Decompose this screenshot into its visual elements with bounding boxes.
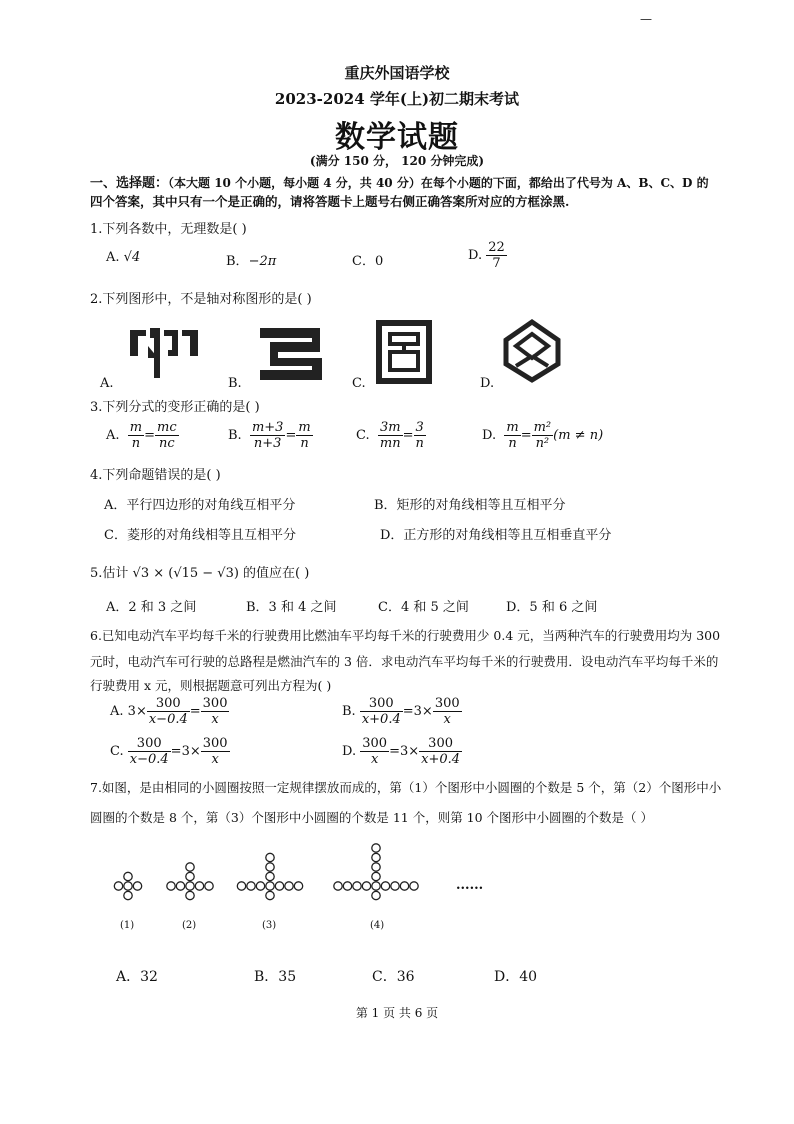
q3-a-left — [128, 420, 144, 451]
small-circle — [167, 882, 175, 890]
q3-d-left-den: n — [508, 436, 517, 451]
small-circle — [372, 872, 380, 880]
q6-c-right — [201, 736, 230, 767]
q7-option-d[interactable]: D．40 — [494, 969, 538, 985]
q2-figure-c — [376, 320, 432, 384]
small-circle — [372, 882, 380, 890]
small-circle — [186, 882, 194, 890]
q6-c-label: C. — [110, 744, 124, 759]
small-circle — [133, 882, 141, 890]
q5-option-a[interactable]: A．2 和 3 之间 — [106, 600, 197, 615]
small-circle — [266, 853, 274, 861]
q3-d-label: D. — [482, 428, 497, 443]
q1-d-label: D. — [468, 248, 483, 263]
q7-ellipsis: ...... — [456, 878, 484, 893]
q2-figure-a — [128, 326, 200, 378]
q5-stem: 5.估计 √3 × (√15 − √3) 的值应在( ) — [90, 566, 310, 581]
school-name: 重庆外国语学校 — [344, 64, 450, 82]
q7-label-4: (4) — [370, 920, 385, 931]
small-circle — [124, 872, 132, 880]
small-circle — [124, 882, 132, 890]
q6-d-three-times: 3× — [399, 744, 420, 759]
q6-b-left-num: 300 — [360, 696, 403, 712]
q3-option-c[interactable] — [356, 420, 426, 451]
q2-option-a[interactable]: A. — [100, 376, 114, 391]
q5-option-b[interactable]: B．3 和 4 之间 — [246, 600, 337, 615]
small-circle — [186, 863, 194, 871]
small-circle — [285, 882, 293, 890]
small-circle — [247, 882, 255, 890]
q6-c-right-den: x — [211, 752, 219, 767]
small-circle — [372, 863, 380, 871]
q6-line1: 6.已知电动汽车平均每千米的行驶费用比燃油车平均每千米的行驶费用少 0.4 元，当两种汽车的行驶费用均为 300 — [90, 628, 721, 643]
q3-a-label: A. — [106, 428, 120, 443]
q1-d-num: 22 — [488, 240, 505, 255]
q1-a-label: A. — [106, 250, 120, 265]
small-circle — [372, 891, 380, 899]
q6-a-eq: = — [189, 704, 201, 719]
q2-option-d[interactable]: D. — [480, 376, 495, 391]
q2-option-c[interactable]: C. — [352, 376, 366, 391]
exam-name: 2023-2024 学年(上)初二期末考试 — [274, 90, 520, 108]
q1-option-b[interactable] — [226, 250, 276, 269]
q3-b-left — [250, 420, 286, 451]
section-heading: 一、选择题： — [90, 176, 169, 191]
q3-a-left-den: n — [131, 436, 141, 451]
q7-line2: 圆圈的个数是 8 个，第（3）个图形中小圆圈的个数是 11 个，则第 10 个图形中小圆圈的个数是（ ） — [90, 810, 654, 825]
small-circle — [334, 882, 342, 890]
small-circle — [124, 891, 132, 899]
q3-c-left-den: mn — [379, 436, 401, 451]
q6-c-right-num: 300 — [202, 736, 228, 751]
q6-a-left-num: 300 — [147, 696, 190, 712]
q3-d-condition: (m ≠ n) — [553, 428, 604, 443]
q6-d-eq: = — [389, 744, 400, 759]
q6-c-eq: = — [170, 744, 182, 759]
small-circle — [391, 882, 399, 890]
q3-c-left-num: 3m — [378, 420, 403, 436]
small-circle — [266, 891, 274, 899]
q7-option-b[interactable]: B．35 — [254, 969, 297, 985]
q4-option-a[interactable]: A．平行四边形的对角线互相平分 — [104, 498, 296, 513]
q3-c-right-den: n — [415, 436, 424, 451]
q3-d-right — [532, 420, 554, 451]
small-circle — [256, 882, 264, 890]
q1-option-a[interactable] — [106, 250, 140, 265]
q6-a-left-den: x−0.4 — [148, 712, 188, 727]
q3-option-a[interactable] — [106, 420, 179, 451]
q4-option-b[interactable]: B．矩形的对角线相等且互相平分 — [374, 498, 566, 513]
q5-option-d[interactable]: D．5 和 6 之间 — [506, 600, 598, 615]
q6-a-left — [147, 696, 190, 727]
q6-d-left-num: 300 — [362, 736, 388, 751]
q3-stem: 3.下列分式的变形正确的是( ) — [90, 400, 260, 415]
q3-a-right-num: mc — [157, 420, 177, 435]
q1-option-d[interactable] — [468, 240, 507, 271]
q1-b-label: B． — [226, 254, 249, 269]
q6-a-label: A. — [110, 704, 124, 719]
q5-option-c[interactable]: C．4 和 5 之间 — [378, 600, 469, 615]
q6-a-three-times: 3× — [127, 704, 147, 719]
small-circle — [275, 882, 283, 890]
small-circle — [266, 872, 274, 880]
small-circle — [266, 863, 274, 871]
q6-a-right — [201, 696, 230, 727]
small-circle — [381, 882, 389, 890]
q7-option-a[interactable]: A．32 — [116, 969, 158, 985]
q3-option-d[interactable] — [482, 420, 603, 451]
q6-option-b[interactable] — [342, 696, 462, 727]
q2-option-b[interactable]: B. — [228, 376, 242, 391]
q1-a-value: √4 — [123, 250, 141, 265]
q3-c-label: C. — [356, 428, 370, 443]
q6-b-left-den: x+0.4 — [361, 712, 401, 727]
q6-option-d[interactable] — [342, 736, 462, 767]
q3-a-eq: = — [144, 428, 156, 443]
q3-a-left-num: m — [129, 420, 143, 435]
small-circle — [353, 882, 361, 890]
q3-b-left-den: n+3 — [253, 436, 282, 451]
q2-figure-d — [504, 320, 560, 382]
q6-b-right-den: x — [443, 712, 451, 727]
small-circle — [205, 882, 213, 890]
q3-option-b[interactable] — [228, 420, 313, 451]
section-intro-text: （本大题 10 个小题，每小题 4 分，共 40 分）在每个小题的下面，都给出了代号为 A、B、C、D 的 — [168, 176, 709, 190]
q6-b-eq: = — [402, 704, 414, 719]
q6-b-right — [433, 696, 462, 727]
section-intro-line1 — [90, 172, 709, 191]
page-title: 数学试题 — [335, 120, 459, 155]
q6-option-a[interactable] — [110, 696, 229, 727]
q4-option-c[interactable]: C．菱形的对角线相等且互相平分 — [104, 528, 296, 543]
small-circle — [176, 882, 184, 890]
scoring-note: (满分 150 分， 120 分钟完成) — [309, 154, 485, 168]
q6-d-right-den: x+0.4 — [421, 752, 461, 767]
small-circle — [237, 882, 245, 890]
corner-mark: — — [640, 12, 652, 26]
q3-c-right — [414, 420, 426, 451]
q6-b-left — [360, 696, 403, 727]
q6-d-left — [360, 736, 389, 767]
small-circle — [266, 882, 274, 890]
small-circle — [186, 872, 194, 880]
page-footer: 第 1 页 共 6 页 — [355, 1006, 439, 1020]
q1-stem: 1.下列各数中，无理数是( ) — [90, 222, 247, 237]
q1-b-value: −2π — [248, 254, 277, 269]
q1-d-den: 7 — [492, 256, 501, 271]
q3-d-eq: = — [520, 428, 532, 443]
q6-d-label: D. — [342, 744, 357, 759]
q6-c-three-times: 3× — [181, 744, 201, 759]
q7-option-c[interactable]: C．36 — [372, 969, 415, 985]
q3-b-label: B. — [228, 428, 242, 443]
q1-d-fraction — [486, 240, 507, 271]
q6-c-left-den: x−0.4 — [129, 752, 169, 767]
q3-d-left-num: m — [506, 420, 519, 435]
q4-option-d[interactable]: D．正方形的对角线相等且互相垂直平分 — [380, 528, 612, 543]
q6-d-right — [419, 736, 462, 767]
q4-stem: 4.下列命题错误的是( ) — [90, 468, 221, 483]
small-circle — [372, 844, 380, 852]
q7-label-1: (1) — [120, 920, 135, 931]
q3-c-left — [378, 420, 403, 451]
q3-d-right-num: m² — [533, 420, 552, 435]
q3-c-right-num: 3 — [414, 420, 426, 436]
q6-a-right-den: x — [211, 712, 219, 727]
q3-b-right — [296, 420, 312, 451]
section-intro-line2: 四个答案，其中只有一个是正确的，请将答题卡上题号右侧正确答案所对应的方框涂黑. — [90, 194, 570, 209]
small-circle — [362, 882, 370, 890]
small-circle — [372, 853, 380, 861]
q3-b-right-num: m — [298, 420, 311, 435]
q3-c-eq: = — [402, 428, 414, 443]
small-circle — [114, 882, 122, 890]
q7-line1: 7.如图，是由相同的小圆圈按照一定规律摆放而成的，第（1）个图形中小圆圈的个数是 5 个，第（2）个图形中小 — [90, 780, 722, 795]
small-circle — [186, 891, 194, 899]
q6-a-right-num: 300 — [202, 696, 228, 711]
q3-b-left-num: m+3 — [251, 420, 284, 435]
small-circle — [410, 882, 418, 890]
q6-c-left — [128, 736, 171, 767]
q2-figure-b — [256, 326, 326, 382]
q6-line3: 行驶费用 x 元，则根据题意可列出方程为( ) — [90, 678, 332, 693]
q3-a-right-den: nc — [159, 436, 175, 451]
q3-d-left — [504, 420, 520, 451]
q3-a-right — [155, 420, 179, 451]
q6-d-right-num: 300 — [419, 736, 462, 752]
q3-d-right-den: n² — [535, 436, 550, 451]
q6-b-three-times: 3× — [413, 704, 433, 719]
q7-label-3: (3) — [262, 920, 277, 931]
small-circle — [343, 882, 351, 890]
q6-option-c[interactable] — [110, 736, 230, 767]
q7-label-2: (2) — [182, 920, 197, 931]
q6-line2: 元时，电动汽车可行驶的总路程是燃油汽车的 3 倍．求电动汽车平均每千米的行驶费用．设电动汽车平均每千米的 — [90, 654, 719, 669]
q6-b-label: B. — [342, 704, 356, 719]
q6-c-left-num: 300 — [128, 736, 171, 752]
small-circle — [294, 882, 302, 890]
q1-option-c[interactable]: C．0 — [352, 254, 384, 269]
q3-b-right-den: n — [300, 436, 309, 451]
small-circle — [195, 882, 203, 890]
small-circle — [400, 882, 408, 890]
q3-b-eq: = — [285, 428, 297, 443]
q2-stem: 2.下列图形中，不是轴对称图形的是( ) — [90, 292, 312, 307]
q6-b-right-num: 300 — [434, 696, 460, 711]
q6-d-left-den: x — [370, 752, 379, 767]
